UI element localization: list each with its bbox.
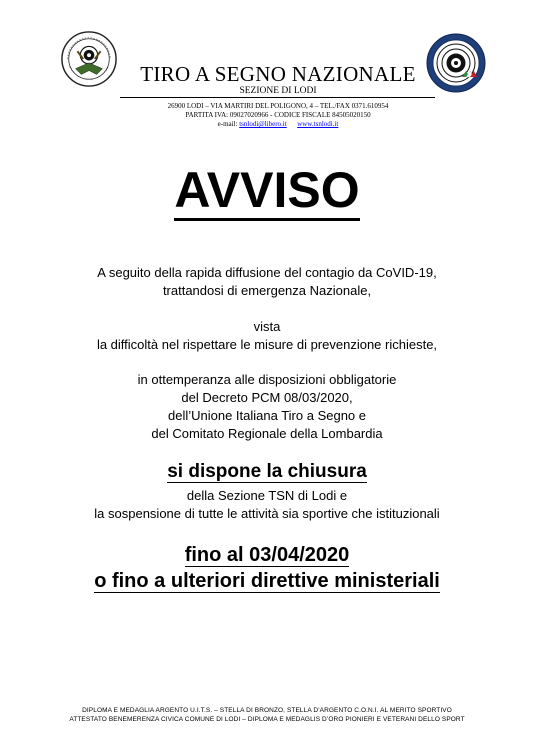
email-link[interactable]: tsnlodi@libero.it: [239, 120, 287, 128]
closure-end-condition: o fino a ulteriori direttive ministeriali: [94, 570, 440, 592]
address-line: 26900 LODI – VIA MARTIRI DEL POLIGONO, 4 – TEL./FAX 0371.610954: [167, 102, 389, 110]
notice-text-line: la difficoltà nel rispettare le misure di prevenzione richieste,: [96, 337, 438, 352]
notice-text-line: dell’Unione Italiana Tiro a Segno e: [167, 408, 367, 423]
header-divider: [120, 97, 435, 98]
notice-text-line: in ottemperanza alle disposizioni obbligatorie: [137, 372, 397, 387]
tsn-lodi-seal-icon: [60, 30, 118, 88]
notice-heading: AVVISO: [0, 160, 534, 220]
notice-text-line: trattandosi di emergenza Nazionale,: [162, 283, 372, 298]
decision-detail-line: la sospensione di tutte le attività sia sportive che istituzionali: [94, 506, 440, 521]
notice-text-line: A seguito della rapida diffusione del contagio da CoVID-19,: [97, 265, 437, 280]
notice-text-line: vista: [253, 319, 281, 334]
organization-title: TIRO A SEGNO NAZIONALE: [140, 62, 416, 86]
footer-awards-line: DIPLOMA E MEDAGLIA ARGENTO U.I.T.S. – STELLA DI BRONZO, STELLA D’ARGENTO C.O.N.I. AL MERITO SPORTIVO: [82, 707, 452, 714]
closure-decision: si dispone la chiusura: [167, 461, 367, 482]
closure-end-date: fino al 03/04/2020: [184, 544, 350, 566]
contact-line: [118, 120, 438, 129]
notice-text-line: del Decreto PCM 08/03/2020,: [181, 390, 353, 405]
tax-info-line: PARTITA IVA: 09027020966 - CODICE FISCALE 84505020150: [185, 111, 371, 119]
organization-section: SEZIONE DI LODI: [239, 86, 317, 96]
website-link[interactable]: www.tsnlodi.it: [297, 120, 339, 128]
email-label: e-mail:: [217, 120, 238, 128]
notice-text-line: del Comitato Regionale della Lombardia: [151, 426, 383, 441]
footer-awards-line: ATTESTATO BENEMERENZA CIVICA COMUNE DI LODI – DIPLOMA E MEDAGLIS D’ORO PIONIERI E VETERANI DELLO SPORT: [69, 716, 465, 723]
decision-detail-line: della Sezione TSN di Lodi e: [186, 488, 348, 503]
